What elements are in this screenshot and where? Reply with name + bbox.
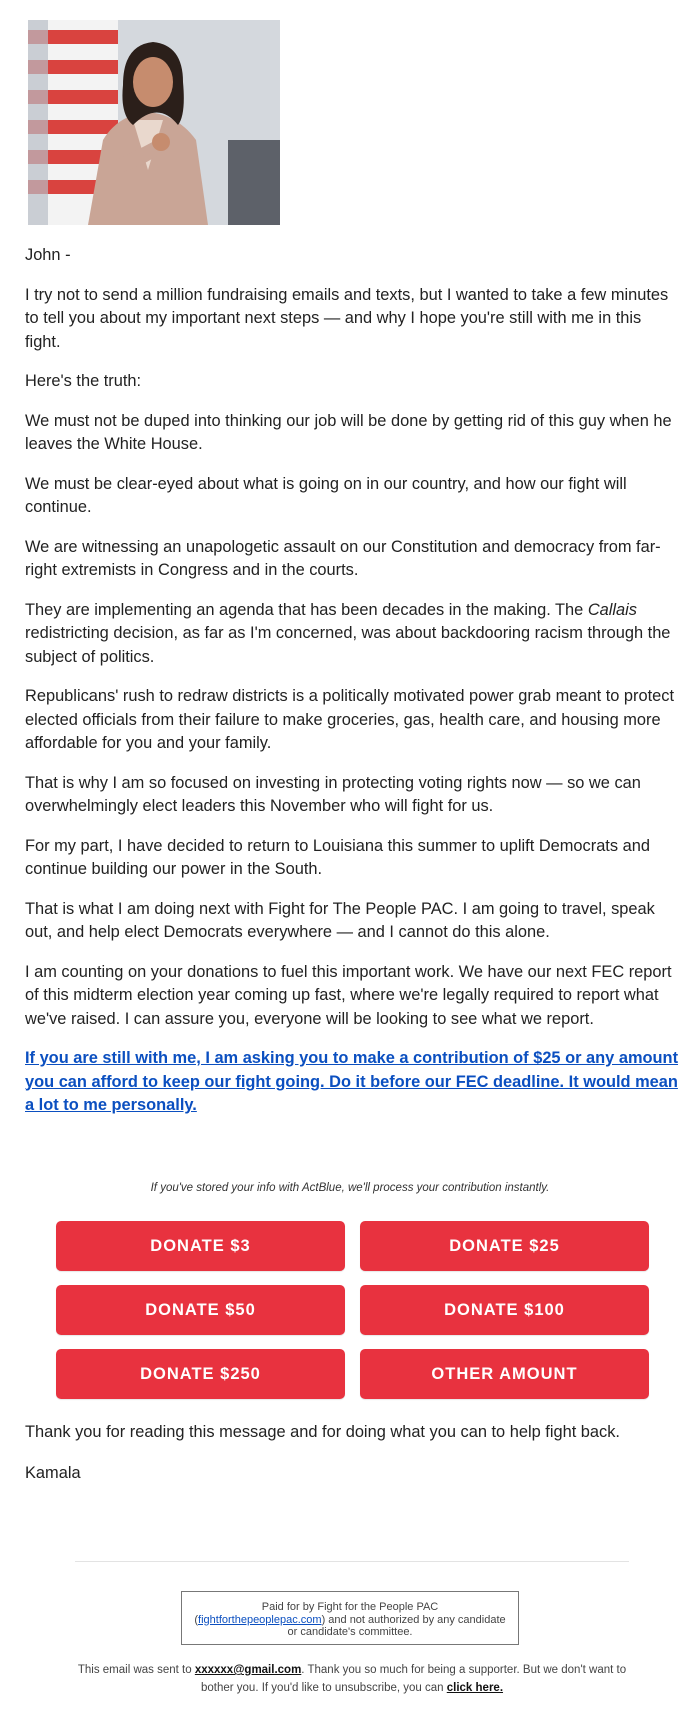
donate-25-button[interactable]: DONATE $25 (360, 1221, 649, 1271)
paren: ( (194, 1613, 199, 1626)
hero-photo-illustration (28, 20, 280, 225)
sent-to-prefix: This email was sent to (77, 1664, 195, 1676)
paragraph: Here's the truth: (25, 372, 142, 390)
donate-3-button[interactable]: DONATE $3 (56, 1221, 345, 1271)
italic-case-name: Callais (587, 600, 638, 619)
signature: Kamala (25, 1463, 81, 1482)
email-body (25, 244, 680, 1134)
contribution-cta-link[interactable]: If you are still with me, I am asking you to make a contribution of $25 or any amount you can afford to keep our fight going. Do it before our FEC deadline. It would mean a lot to me personally. (25, 1049, 679, 1114)
donate-50-button[interactable]: DONATE $50 (56, 1285, 345, 1335)
paragraph: That is why I am so focused on investing in protecting voting rights now — so we can overwhelmingly elect leaders this November who will fight for us. (25, 773, 641, 815)
paragraph: Republicans' rush to redraw districts is a politically motivated power grab meant to protect elected officials from their failure to make groceries, gas, health care, and housing more affordable for you and your family. (25, 687, 675, 752)
paragraph: For my part, I have decided to return to Louisiana this summer to uplift Democrats and continue building our power in the South. (25, 836, 650, 878)
paragraph: I try not to send a million fundraising emails and texts, but I wanted to take a few minutes to tell you about my important next steps — and why I hope you're still with me in this fight. (25, 285, 669, 351)
footer-notice (75, 1662, 629, 1697)
paid-by-line: Paid for by Fight for the People PAC (261, 1601, 439, 1613)
disclaimer-text: ) and not authorized by any candidate or candidate's committee. (287, 1613, 506, 1638)
recipient-email: xxxxxx@gmail.com (194, 1664, 302, 1676)
paragraph-text: They are implementing an agenda that has been decades in the making. The (25, 600, 588, 619)
hero-photo (28, 20, 280, 225)
paragraph: I am counting on your donations to fuel this important work. We have our next FEC report of this midterm election year coming up fast, where we're legally required to report what we've raised. I can assure you, everyone will be looking to see what we report. (25, 962, 672, 1028)
sent-to-suffix: . Thank you so much for being a supporter. But we don't want to bother you. If you'd like to unsubscribe, you can (200, 1664, 627, 1694)
paragraph-text: redistricting decision, as far as I'm concerned, was about backdooring racism through the subject of politics. (25, 624, 671, 666)
paid-for-by-box (181, 1591, 519, 1645)
paragraph: We are witnessing an unapologetic assault on our Constitution and democracy from far-right extremists in Congress and in the courts. (25, 537, 661, 579)
paragraph: We must not be duped into thinking our job will be done by getting rid of this guy when he leaves the White House. (25, 411, 672, 453)
paragraph (25, 599, 680, 670)
donate-250-button[interactable]: DONATE $250 (56, 1349, 345, 1399)
thanks-text: Thank you for reading this message and for doing what you can to help fight back. (25, 1423, 620, 1441)
paragraph: That is what I am doing next with Fight for The People PAC. I am going to travel, speak out, and help elect Democrats everywhere — and I cannot do this alone. (25, 899, 655, 941)
actblue-note: If you've stored your info with ActBlue, we'll process your contribution instantly. (150, 1182, 550, 1194)
pac-website-link[interactable]: fightforthepeoplepac.com (198, 1613, 322, 1626)
donate-other-amount-button[interactable]: OTHER AMOUNT (360, 1349, 649, 1399)
greeting: John - (25, 246, 71, 264)
unsubscribe-link[interactable]: click here. (446, 1681, 504, 1694)
paid-by-disclaimer (190, 1614, 510, 1639)
closing (25, 1421, 675, 1502)
donate-100-button[interactable]: DONATE $100 (360, 1285, 649, 1335)
paragraph: We must be clear-eyed about what is going on in our country, and how our fight will continue. (25, 474, 627, 516)
footer-divider (75, 1561, 629, 1562)
